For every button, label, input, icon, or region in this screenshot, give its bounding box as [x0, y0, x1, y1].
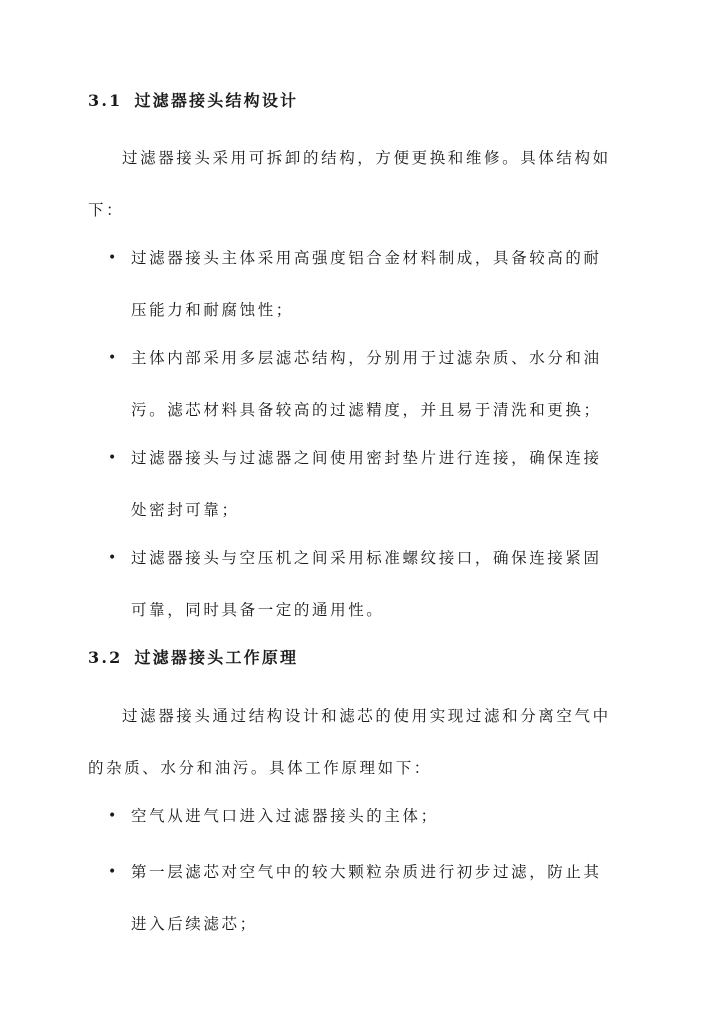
list-item-line: 处密封可靠；	[131, 501, 240, 519]
list-item-line: 可靠，同时具备一定的通用性。	[131, 601, 385, 619]
bullet-icon: •	[108, 450, 119, 466]
list-item-line: 过滤器接头与过滤器之间使用密封垫片进行连接，确保连接	[131, 449, 602, 467]
section-heading-3-1	[88, 91, 298, 111]
list-item	[108, 332, 648, 436]
list-item-line: 污。滤芯材料具备较高的过滤精度，并且易于清洗和更换；	[131, 401, 602, 419]
list-item	[108, 232, 648, 336]
list-item-line: 压能力和耐腐蚀性；	[131, 301, 294, 319]
paragraph-line: 过滤器接头采用可拆卸的结构，方便更换和维修。具体结构如	[122, 149, 611, 167]
list-item-line: 空气从进气口进入过滤器接头的主体；	[131, 807, 439, 825]
bullet-icon: •	[108, 864, 119, 880]
section-intro-paragraph	[88, 132, 648, 236]
list-item	[108, 532, 648, 636]
list-item	[108, 432, 648, 536]
section-heading-3-2	[88, 648, 298, 668]
list-item	[108, 790, 648, 842]
bullet-icon: •	[108, 550, 119, 566]
bullet-icon: •	[108, 350, 119, 366]
section-title: 过滤器接头工作原理	[134, 648, 299, 667]
list-item-line: 过滤器接头主体采用高强度铝合金材料制成，具备较高的耐	[131, 249, 602, 267]
list-item-line: 过滤器接头与空压机之间采用标准螺纹接口，确保连接紧固	[131, 549, 602, 567]
paragraph-line: 下：	[88, 201, 125, 219]
section-number: 3.1	[88, 91, 123, 110]
paragraph-line: 的杂质、水分和油污。具体工作原理如下：	[88, 759, 432, 777]
bullet-icon: •	[108, 250, 119, 266]
section-number: 3.2	[88, 648, 123, 667]
list-item-line: 进入后续滤芯；	[131, 915, 258, 933]
list-item	[108, 846, 648, 950]
section-title: 过滤器接头结构设计	[134, 91, 299, 110]
section-intro-paragraph	[88, 690, 648, 794]
list-item-line: 第一层滤芯对空气中的较大颗粒杂质进行初步过滤，防止其	[131, 863, 602, 881]
bullet-icon: •	[108, 808, 119, 824]
list-item-line: 主体内部采用多层滤芯结构，分别用于过滤杂质、水分和油	[131, 349, 602, 367]
paragraph-line: 过滤器接头通过结构设计和滤芯的使用实现过滤和分离空气中	[122, 707, 611, 725]
